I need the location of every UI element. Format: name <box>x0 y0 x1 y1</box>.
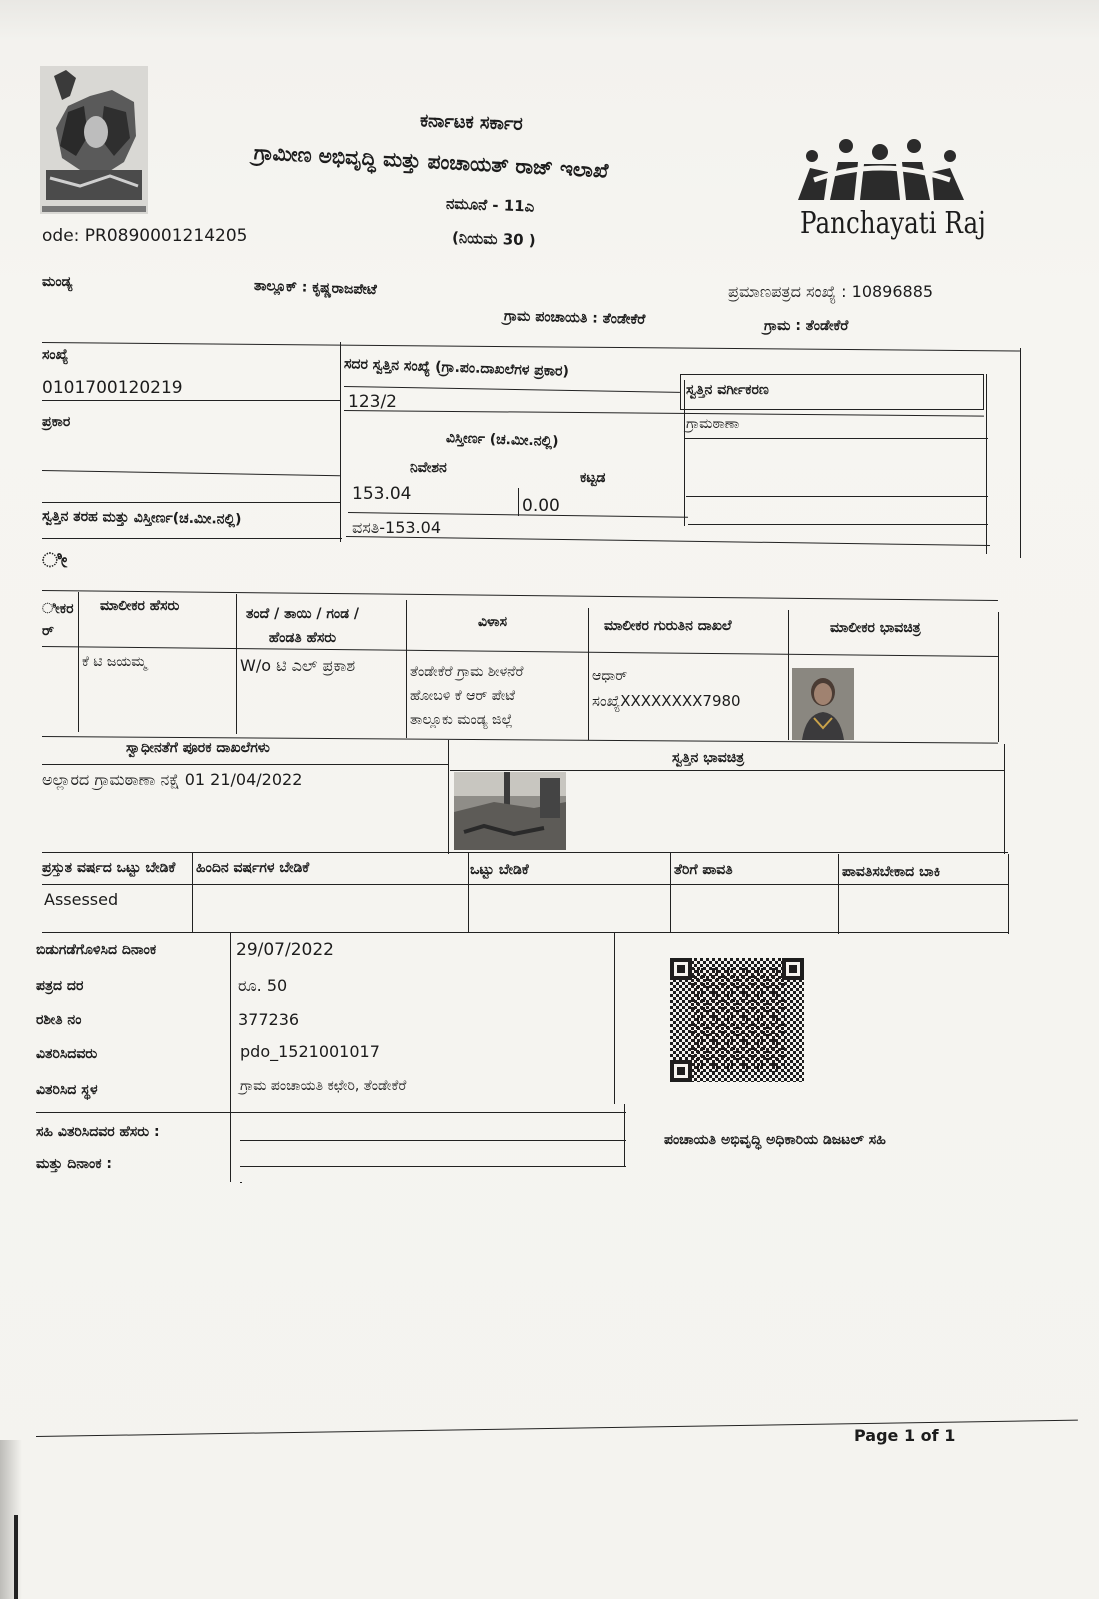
issued-by-value: pdo_1521001017 <box>240 1042 380 1061</box>
owner-id-type: ಆಧಾರ್ <box>592 668 628 684</box>
issued-by-label: ವಿತರಿಸಿದವರು <box>36 1046 98 1062</box>
owner-address-line-3: ತಾಲ್ಲೂಕು ಮಂಡ್ಯ ಜಿಲ್ಲೆ <box>410 712 513 728</box>
tax-header-previous-years: ಹಿಂದಿನ ವರ್ಷಗಳ ಬೇಡಿಕೆ <box>196 860 310 876</box>
property-photo <box>454 772 566 850</box>
type-area-label: ಸ್ವತ್ತಿನ ತರಹ ಮತ್ತು ವಿಸ್ತೀರ್ಣ(ಚ.ಮೀ.ನಲ್ಲಿ) <box>41 508 242 528</box>
taluk: ತಾಲ್ಲೂಕ್ : ಕೃಷ್ಣರಾಜಪೇಟೆ <box>253 277 377 299</box>
qr-code <box>670 958 804 1082</box>
owner-name: ಕೆ ಟಿ ಜಯಮ್ಮ <box>82 654 147 670</box>
owner-address-line-1: ತೆಂಡೇಕೆರೆ ಗ್ರಾಮ ಶೀಳನೆರೆ <box>410 664 524 680</box>
karnataka-emblem-icon <box>40 66 148 214</box>
issue-sign-date-label: ಮತ್ತು ದಿನಾಂಕ : <box>36 1156 112 1172</box>
issuer-name-label: ಸಹಿ ವಿತರಿಸಿದವರ ಹೆಸರು : <box>36 1124 160 1140</box>
panchayati-raj-logo-text: Panchayati Raj <box>800 206 986 241</box>
owner-relation: W/o ಟಿ ಎಲ್ ಪ್ರಕಾಶ <box>240 656 356 675</box>
panchayati-raj-logo-icon <box>794 136 970 202</box>
stray-character: ೀ <box>42 548 68 572</box>
owner-header-photo: ಮಾಲೀಕರ ಭಾವಚಿತ್ರ <box>830 620 921 636</box>
owner-header-address: ವಿಳಾಸ <box>478 614 508 630</box>
owner-header-id: ಮಾಲೀಕರ ಗುರುತಿನ ದಾಖಲೆ <box>604 618 732 634</box>
owner-header-name: ಮಾಲೀಕರ ಹೆಸರು <box>100 598 180 614</box>
fee-value: ರೂ. 50 <box>238 976 288 995</box>
site-label: ನಿವೇಶನ <box>410 460 447 476</box>
gram-panchayat: ಗ್ರಾಮ ಪಂಚಾಯತಿ : ತೆಂಡೇಕೆರೆ <box>503 308 646 328</box>
tax-header-total: ಒಟ್ಟು ಬೇಡಿಕೆ <box>470 862 529 878</box>
site-area-value: 153.04 <box>352 484 412 504</box>
property-type-label: ಪ್ರಕಾರ <box>42 414 71 430</box>
owner-header-relation: ತಂದೆ / ತಾಯಿ / ಗಂಡ / ಹೆಂಡತಿ ಹೆಸರು <box>246 606 360 646</box>
digital-signature-label: ಪಂಚಾಯತಿ ಅಭಿವೃದ್ಧಿ ಅಧಿಕಾರಿಯ ಡಿಜಟಲ್ ಸಹಿ <box>664 1132 886 1148</box>
building-label: ಕಟ್ಟಡ <box>580 470 606 486</box>
certificate-number: ಪ್ರಮಾಣಪತ್ರದ ಸಂಖ್ಯೆ : 10896885 <box>728 282 934 301</box>
form-number: ನಮೂನೆ - 11ಎ <box>445 194 535 216</box>
receipt-value: 377236 <box>238 1010 300 1029</box>
issue-date-label: ಬಿಡುಗಡೆಗೊಳಿಸಿದ ದಿನಾಂಕ <box>36 942 157 958</box>
fee-label: ಪತ್ರದ ದರ <box>36 978 84 994</box>
issued-place-label: ವಿತರಿಸಿದ ಸ್ಥಳ <box>36 1082 98 1098</box>
property-code: ode: PR0890001214205 <box>42 226 248 246</box>
tax-header-balance: ಪಾವತಿಸಬೇಕಾದ ಬಾಕಿ <box>842 864 941 880</box>
issued-place-value: ಗ್ರಾಮ ಪಂಚಾಯತಿ ಕಛೇರಿ, ತೆಂಡೇಕೆರೆ <box>240 1078 407 1094</box>
tax-value-current-year: Assessed <box>44 890 119 909</box>
owner-header-0: ೀಕರ ರ್ <box>42 601 74 639</box>
docs-value: ಅಲ್ಲಾರದ ಗ್ರಾಮಠಾಣಾ ನಕ್ಷೆ 01 21/04/2022 <box>42 770 303 789</box>
owner-photo <box>792 668 854 740</box>
issue-date-value: 29/07/2022 <box>236 940 334 960</box>
owner-address-line-2: ಹೋಬಳಿ ಕೆ ಆರ್ ಪೇಟೆ <box>410 688 516 704</box>
area-label: ವಿಸ್ತೀರ್ಣ (ಚ.ಮೀ.ನಲ್ಲಿ) <box>445 430 559 450</box>
govt-title: ಕರ್ನಾಟಕ ಸರ್ಕಾರ <box>419 110 524 135</box>
sadara-label: ಸದರ ಸ್ವತ್ತಿನ ಸಂಖ್ಯೆ (ಗ್ರಾ.ಪಂ.ದಾಖಲೆಗಳ ಪ್ರಕಾರ) <box>343 356 570 380</box>
building-area-value: 0.00 <box>522 496 560 516</box>
page-number: Page 1 of 1 <box>854 1426 956 1445</box>
village: ಗ್ರಾಮ : ತೆಂಡೇಕೆರೆ <box>764 318 849 334</box>
tax-header-paid: ತೆರಿಗೆ ಪಾವತಿ <box>674 862 733 878</box>
classification-value: ಗ್ರಾಮಠಾಣಾ <box>686 416 740 432</box>
owner-id-number: ಸಂಖ್ಯೆXXXXXXXX7980 <box>592 692 741 710</box>
docs-title: ಸ್ವಾಧೀನತೆಗೆ ಪೂರಕ ದಾಖಲೆಗಳು <box>126 740 270 756</box>
dept-title: ಗ್ರಾಮೀಣ ಅಭಿವೃದ್ಧಿ ಮತ್ತು ಪಂಚಾಯತ್ ರಾಜ್ ಇಲಾಖೆ <box>253 140 609 183</box>
property-id-value: 0101700120219 <box>42 378 183 398</box>
district: ಮಂಡ್ಯ <box>42 274 73 290</box>
type-area-value: ವಸತಿ-153.04 <box>352 518 442 537</box>
classification-label: ಸ್ವತ್ತಿನ ವರ್ಗೀಕರಣ <box>686 382 769 398</box>
edge-mark <box>14 1515 18 1599</box>
receipt-label: ರಶೀತಿ ನಂ <box>36 1012 82 1028</box>
property-photo-title: ಸ್ವತ್ತಿನ ಭಾವಚಿತ್ರ <box>672 750 745 766</box>
left-shadow-edge <box>0 1440 22 1599</box>
tax-header-current-year: ಪ್ರಸ್ತುತ ವರ್ಷದ ಒಟ್ಟು ಬೇಡಿಕೆ <box>42 860 176 876</box>
sadara-value: 123/2 <box>348 392 397 412</box>
rule-number: (ನಿಯಮ 30 ) <box>451 228 536 250</box>
property-id-label: ಸಂಖ್ಯೆ <box>42 347 69 363</box>
